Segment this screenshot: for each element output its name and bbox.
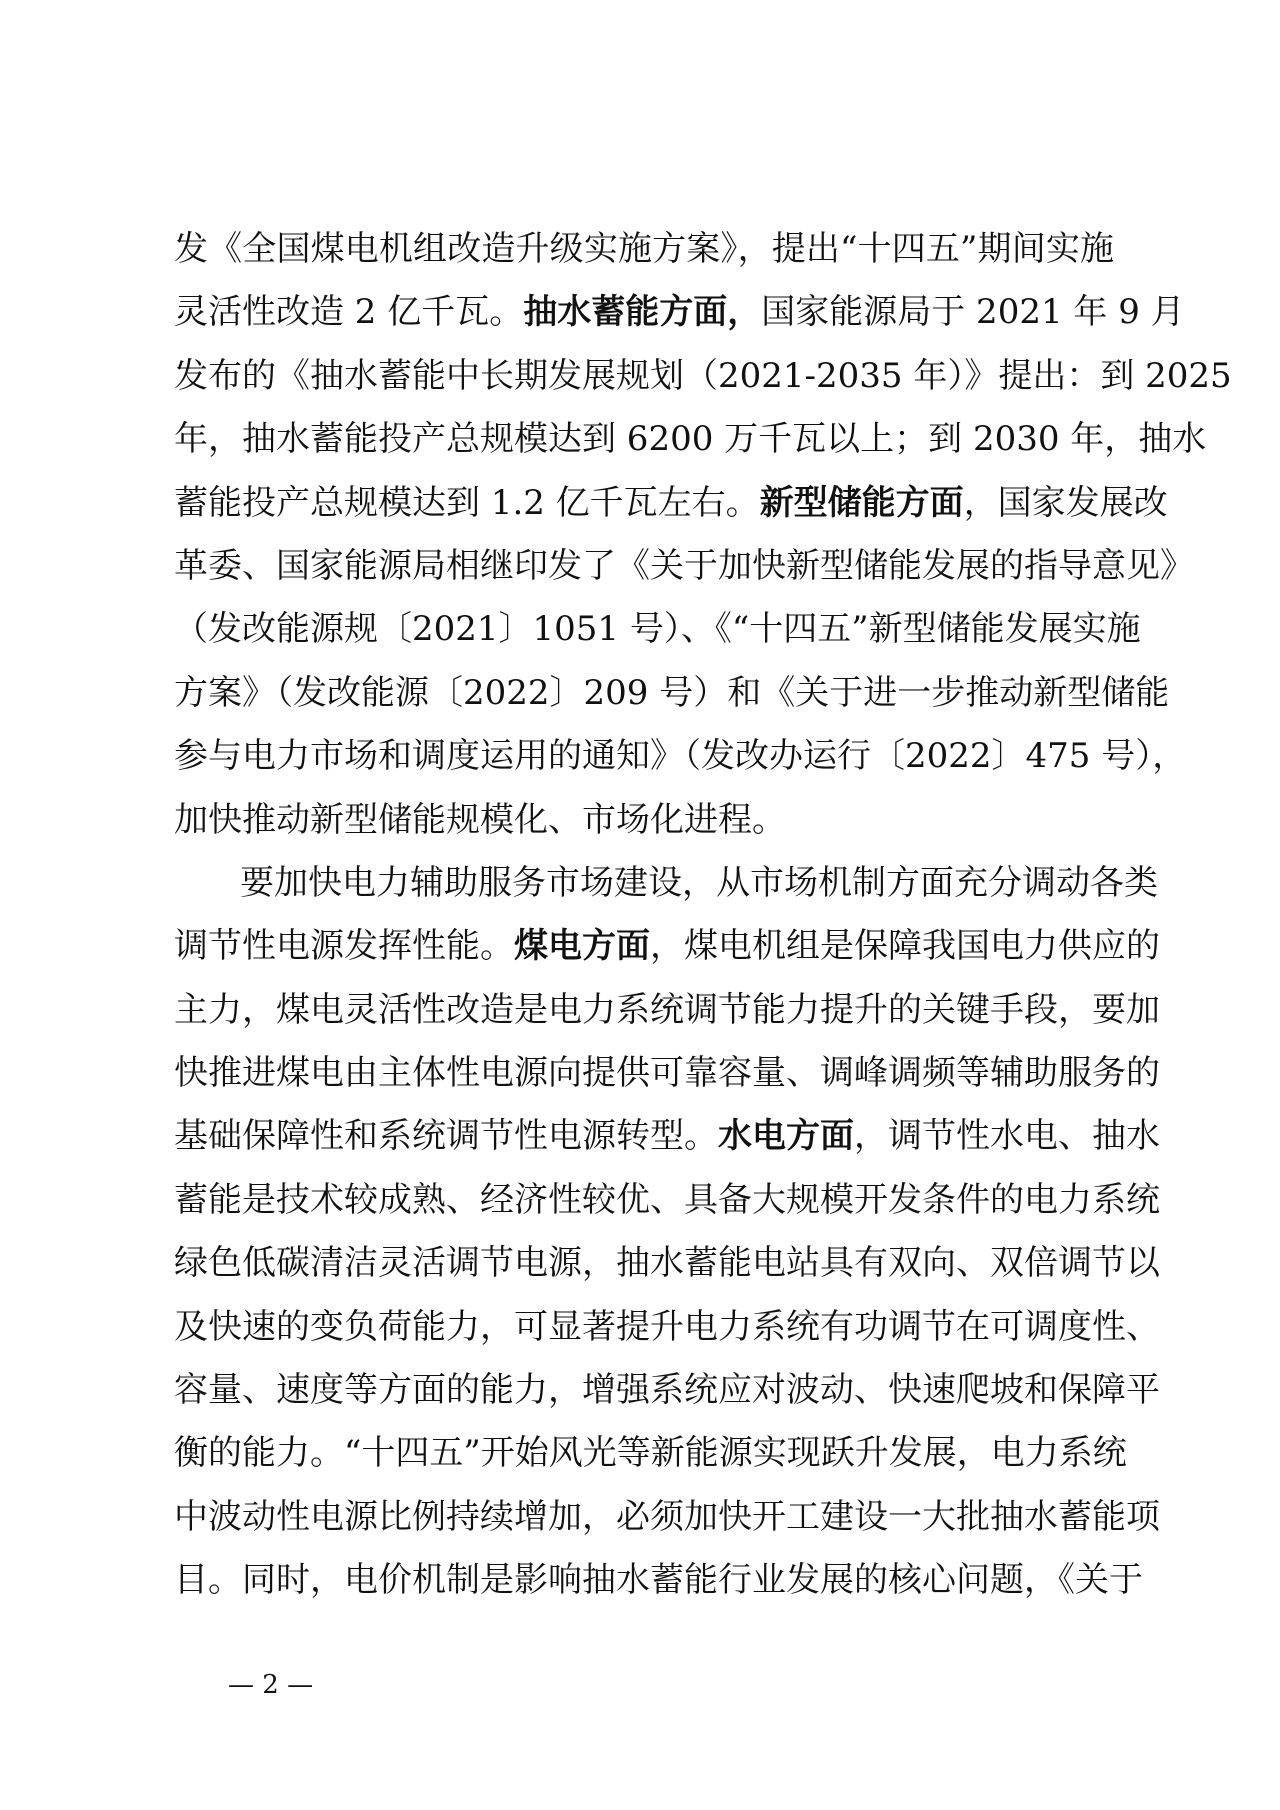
text-segment: 绿色低碳清洁灵活调节电源，抽水蓄能电站具有双向、双倍调节以 [174,1243,1160,1284]
text-line [174,472,1168,535]
text-segment: 调节性电源发挥性能。 [174,926,514,967]
text-line [174,1042,1160,1105]
body-text [174,218,1232,1613]
text-line [174,852,1158,915]
text-line [174,345,1232,408]
text-segment: 蓄能投产总规模达到 1.2 亿千瓦左右。 [174,482,760,523]
text-line [174,789,1114,852]
text-segment: 衡的能力。“十四五”开始风光等新能源实现跃升发展，电力系统 [174,1433,1127,1474]
text-line [174,1105,1160,1168]
text-segment: 要加快电力辅助服务市场建设，从市场机制方面充分调动各类 [240,862,1158,903]
text-segment: 发布的《抽水蓄能中长期发展规划（2021-2035 年）》提出：到 2025 [174,355,1232,396]
text-segment: 国家能源局于 2021 年 9 月 [761,292,1185,333]
text-segment: 革委、国家能源局相继印发了《关于加快新型储能发展的指导意见》 [174,545,1194,586]
text-segment: 容量、速度等方面的能力，增强系统应对波动、快速爬坡和保障平 [174,1370,1160,1411]
text-segment: 灵活性改造 2 亿千瓦。 [174,292,524,333]
text-segment: 目。同时，电价机制是影响抽水蓄能行业发展的核心问题，《关于 [174,1560,1143,1601]
text-line [174,535,1194,598]
text-line [174,1422,1127,1485]
bold-heading: 水电方面 [718,1116,854,1157]
text-segment: 及快速的变负荷能力，可显著提升电力系统有功调节在可调度性、 [174,1306,1160,1347]
text-segment: 方案》（发改能源〔2022〕209 号）和《关于进一步推动新型储能 [174,672,1170,713]
text-segment: 中波动性电源比例持续增加，必须加快开工建设一大批抽水蓄能项 [174,1496,1160,1537]
text-line [174,725,1187,788]
text-line [174,915,1160,978]
text-segment: 参与电力市场和调度运用的通知》（发改办运行〔2022〕475 号）， [174,736,1187,777]
text-line [174,662,1170,725]
text-segment: ，调节性水电、抽水 [854,1116,1160,1157]
text-segment: 发《全国煤电机组改造升级实施方案》，提出“十四五”期间实施 [174,229,1114,269]
text-line [174,1296,1160,1359]
text-line [174,979,1160,1042]
text-segment: 年，抽水蓄能投产总规模达到 6200 万千瓦以上；到 2030 年，抽水 [174,419,1207,460]
text-segment: 快推进煤电由主体性电源向提供可靠容量、调峰调频等辅助服务的 [174,1053,1160,1094]
text-line [174,1359,1160,1422]
text-line [174,1232,1160,1295]
page-number: — 2 — [228,1670,314,1700]
text-segment: ，煤电机组是保障我国电力供应的 [650,926,1160,967]
text-line [174,1549,1143,1612]
text-segment: 主力，煤电灵活性改造是电力系统调节能力提升的关键手段，要加 [174,989,1160,1030]
bold-heading: 煤电方面 [514,926,650,967]
text-segment: ，国家发展改 [963,482,1168,523]
bold-heading: 新型储能方面 [759,482,964,523]
text-line [174,218,1114,281]
text-line [174,281,1185,344]
text-segment: 基础保障性和系统调节性电源转型。 [174,1116,718,1157]
text-line [174,1169,1160,1232]
text-line [174,408,1207,471]
text-segment: （发改能源规〔2021〕1051 号）、《“十四五”新型储能发展实施 [174,609,1141,650]
text-line [174,1486,1160,1549]
text-segment: 蓄能是技术较成熟、经济性较优、具备大规模开发条件的电力系统 [174,1179,1160,1220]
text-line [174,598,1141,661]
text-segment: 加快推动新型储能规模化、市场化进程。 [174,799,786,840]
bold-heading: 抽水蓄能方面， [523,292,762,333]
